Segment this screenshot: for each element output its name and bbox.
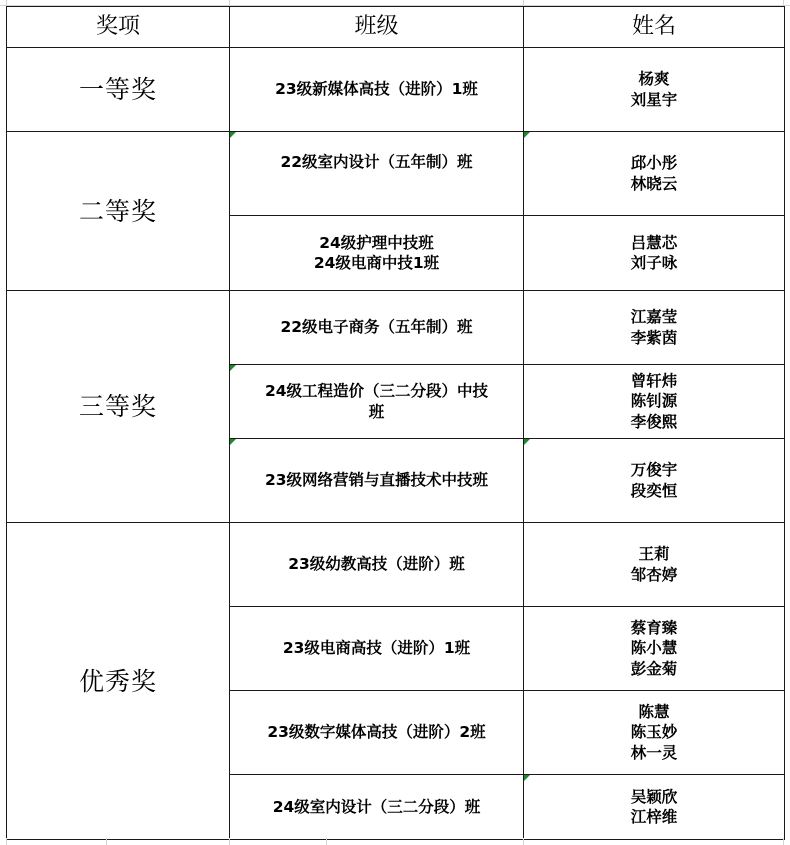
names-cell[interactable] bbox=[524, 439, 785, 523]
names-text: 江嘉莹 李紫茵 bbox=[630, 308, 678, 347]
names-text: 杨爽 刘星宇 bbox=[630, 70, 678, 109]
class-cell[interactable] bbox=[230, 291, 524, 365]
class-text: 23级新媒体高技（进阶）1班 bbox=[275, 80, 478, 99]
spreadsheet-gridline-bottom bbox=[0, 838, 790, 845]
names-text: 王莉 邹杏婷 bbox=[630, 545, 678, 584]
comment-marker-icon bbox=[230, 439, 236, 445]
class-cell[interactable] bbox=[230, 48, 524, 132]
class-text: 24级工程造价（三二分段）中技 班 bbox=[264, 382, 489, 421]
header-award[interactable]: 奖项 bbox=[7, 7, 230, 48]
names-cell[interactable] bbox=[524, 523, 785, 607]
names-cell[interactable] bbox=[524, 216, 785, 291]
class-text: 23级网络营销与直播技术中技班 bbox=[264, 471, 489, 490]
gridline bbox=[326, 838, 327, 845]
names-cell[interactable] bbox=[524, 775, 785, 840]
class-text: 23级数字媒体高技（进阶）2班 bbox=[267, 723, 486, 742]
class-text: 22级室内设计（五年制）班 bbox=[280, 152, 473, 171]
class-text: 24级室内设计（三二分段）班 bbox=[272, 797, 481, 816]
names-text: 蔡育臻 陈小慧 彭金菊 bbox=[630, 618, 678, 678]
gridline bbox=[523, 838, 524, 845]
header-names[interactable]: 姓名 bbox=[524, 7, 785, 48]
gridline bbox=[229, 838, 230, 845]
award-table bbox=[6, 6, 785, 840]
header-row bbox=[7, 7, 785, 48]
names-text: 万俊宇 段奕恒 bbox=[630, 461, 678, 500]
names-text: 邱小彤 林晓云 bbox=[630, 154, 678, 193]
class-cell[interactable] bbox=[230, 523, 524, 607]
class-cell[interactable] bbox=[230, 365, 524, 439]
names-text: 曾轩炜 陈钊源 李俊熙 bbox=[630, 371, 678, 431]
names-text: 陈慧 陈玉妙 林一灵 bbox=[630, 702, 678, 762]
table-row bbox=[7, 48, 785, 132]
class-cell[interactable] bbox=[230, 439, 524, 523]
class-text: 22级电子商务（五年制）班 bbox=[280, 318, 473, 337]
comment-marker-icon bbox=[524, 132, 530, 138]
award-cell-first[interactable]: 一等奖 bbox=[7, 48, 230, 132]
gridline bbox=[6, 838, 7, 845]
class-text: 24级护理中技班 24级电商中技1班 bbox=[313, 233, 440, 272]
gridline bbox=[783, 838, 784, 845]
comment-marker-icon bbox=[230, 132, 236, 138]
names-cell[interactable] bbox=[524, 365, 785, 439]
class-text: 23级电商高技（进阶）1班 bbox=[282, 639, 471, 658]
names-cell[interactable] bbox=[524, 691, 785, 775]
comment-marker-icon bbox=[524, 775, 530, 781]
class-text: 23级幼教高技（进阶）班 bbox=[288, 555, 465, 574]
class-cell[interactable] bbox=[230, 775, 524, 840]
award-cell-third[interactable]: 三等奖 bbox=[7, 291, 230, 523]
award-cell-merit[interactable]: 优秀奖 bbox=[7, 523, 230, 840]
class-cell[interactable] bbox=[230, 216, 524, 291]
names-cell[interactable] bbox=[524, 607, 785, 691]
names-cell[interactable] bbox=[524, 48, 785, 132]
names-text: 吴颖欣 江梓维 bbox=[630, 787, 678, 826]
table-row bbox=[7, 291, 785, 365]
names-cell[interactable] bbox=[524, 291, 785, 365]
table-row bbox=[7, 523, 785, 607]
gridline bbox=[106, 838, 107, 845]
class-cell[interactable] bbox=[230, 607, 524, 691]
table-row bbox=[7, 132, 785, 216]
names-text: 吕慧芯 刘子咏 bbox=[630, 233, 678, 272]
names-cell[interactable] bbox=[524, 132, 785, 216]
comment-marker-icon bbox=[524, 439, 530, 445]
award-cell-second[interactable]: 二等奖 bbox=[7, 132, 230, 291]
comment-marker-icon bbox=[230, 365, 236, 371]
class-cell[interactable] bbox=[230, 132, 524, 216]
header-class[interactable]: 班级 bbox=[230, 7, 524, 48]
class-cell[interactable] bbox=[230, 691, 524, 775]
